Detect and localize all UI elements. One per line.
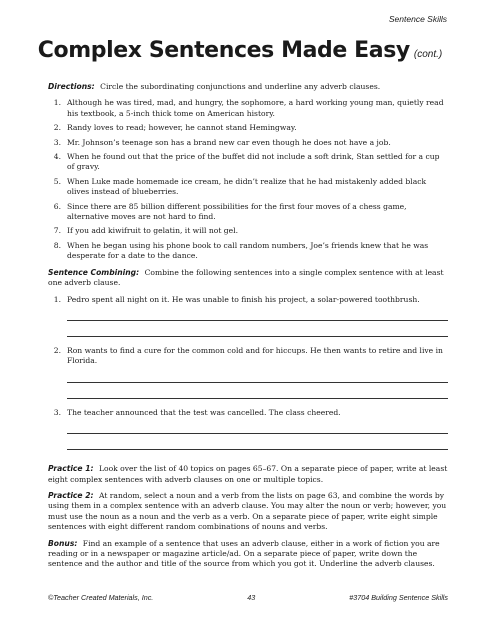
list-item xyxy=(48,152,448,173)
page-title xyxy=(0,38,480,63)
item-number: 3. xyxy=(53,137,61,147)
footer-book-title: #3704 Building Sentence Skills xyxy=(349,593,448,602)
item-text: Ron wants to find a cure for the common cold and for hiccups. He then wants to retire and live in Florida. xyxy=(67,345,443,366)
item-number: 4. xyxy=(53,152,61,162)
title-cont: (cont.) xyxy=(413,49,443,60)
running-head: Sentence Skills xyxy=(388,14,447,24)
practice2-paragraph xyxy=(48,491,448,533)
sentence-combining-paragraph xyxy=(48,268,448,289)
list-item xyxy=(48,177,448,198)
directions-label: Directions: xyxy=(48,82,95,91)
list-item xyxy=(48,202,448,223)
list-item xyxy=(48,98,448,119)
item-text: Mr. Johnson’s teenage son has a brand new car even though he does not have a job. xyxy=(67,137,391,147)
page-footer xyxy=(48,593,448,602)
page-number: 43 xyxy=(247,593,256,602)
bonus-label: Bonus: xyxy=(48,538,78,548)
item-number: 5. xyxy=(53,176,61,186)
directions-list xyxy=(48,98,448,261)
combining-exercise-2 xyxy=(48,346,448,399)
item-number: 7. xyxy=(53,226,61,236)
answer-lines xyxy=(67,418,448,450)
item-number: 1. xyxy=(53,98,61,108)
item-number: 8. xyxy=(53,240,61,250)
item-text: When he began using his phone book to call random numbers, Joe’s friends knew that he was desperate for a date to the dance. xyxy=(67,240,429,261)
practice2-text: At random, select a noun and a verb from the lists on page 63, and combine the words by using them in a complex sentence with an adverb clause. You may alter the noun or verb; however, you must use the noun as a noun and the verb as a verb. On a separate piece of paper, write eight simple sentences with eight different random combinations of nouns and verbs. xyxy=(48,490,447,532)
bonus-paragraph xyxy=(48,539,448,570)
item-number: 1. xyxy=(53,294,61,304)
item-text: When he found out that the price of the buffet did not include a soft drink, Stan settled for a cup of gravy. xyxy=(67,152,440,172)
answer-line[interactable] xyxy=(67,418,448,434)
answer-line[interactable] xyxy=(67,383,448,399)
item-text: Pedro spent all night on it. He was unable to finish his project, a solar-powered toothbrush. xyxy=(67,294,420,304)
item-number: 6. xyxy=(53,201,61,211)
answer-lines xyxy=(67,305,448,337)
item-number: 3. xyxy=(53,407,61,417)
item-text: Although he was tired, mad, and hungry, the sophomore, a hard working young man, quietly read his textbook, a 5-inch thick tome on American history. xyxy=(67,98,444,118)
item-text: If you add kiwifruit to gelatin, it will not gel. xyxy=(67,226,239,236)
directions-text: Circle the subordinating conjunctions and underline any adverb clauses. xyxy=(100,82,381,91)
practice1-text: Look over the list of 40 topics on pages 65–67. On a separate piece of paper, write at least eight complex sentences with adverb clauses on one or multiple topics. xyxy=(48,464,448,484)
worksheet-body xyxy=(48,82,448,576)
footer-copyright: ©Teacher Created Materials, Inc. xyxy=(48,593,154,602)
sentence-combining-label: Sentence Combining: xyxy=(48,267,140,277)
item-text: The teacher announced that the test was cancelled. The class cheered. xyxy=(67,407,341,417)
list-item xyxy=(48,123,448,133)
sentence-combining-text: Combine the following sentences into a single complex sentence with at least one adverb clause. xyxy=(48,267,444,288)
answer-line[interactable] xyxy=(67,434,448,450)
combining-exercise-1 xyxy=(48,295,448,337)
answer-lines xyxy=(67,367,448,399)
list-item xyxy=(48,408,448,418)
directions-paragraph xyxy=(48,82,448,92)
answer-line[interactable] xyxy=(67,367,448,383)
list-item xyxy=(48,241,448,262)
list-item xyxy=(48,346,448,367)
answer-line[interactable] xyxy=(67,321,448,337)
practice1-label: Practice 1: xyxy=(48,464,94,474)
bonus-text: Find an example of a sentence that uses an adverb clause, either in a work of fiction you are reading or in a newspaper or magazine article/ad. On a separate piece of paper, write down the sentence and the author and title of the source from which you got it. Underline the adverb clauses. xyxy=(48,538,440,569)
item-text: Since there are 85 billion different possibilities for the first four moves of a chess game, alternative moves are not hard to find. xyxy=(67,201,407,222)
item-text: When Luke made homemade ice cream, he didn’t realize that he had mistakenly added black olives instead of blueberries. xyxy=(67,176,427,197)
practice1-paragraph xyxy=(48,464,448,485)
practice2-label: Practice 2: xyxy=(48,490,94,500)
item-text: Randy loves to read; however, he cannot stand Hemingway. xyxy=(67,123,297,133)
list-item xyxy=(48,138,448,148)
title-main: Complex Sentences Made Easy xyxy=(37,38,410,63)
list-item xyxy=(48,295,448,305)
item-number: 2. xyxy=(53,123,61,133)
list-item xyxy=(48,226,448,236)
combining-exercise-3 xyxy=(48,408,448,450)
answer-line[interactable] xyxy=(67,305,448,321)
item-number: 2. xyxy=(53,345,61,355)
